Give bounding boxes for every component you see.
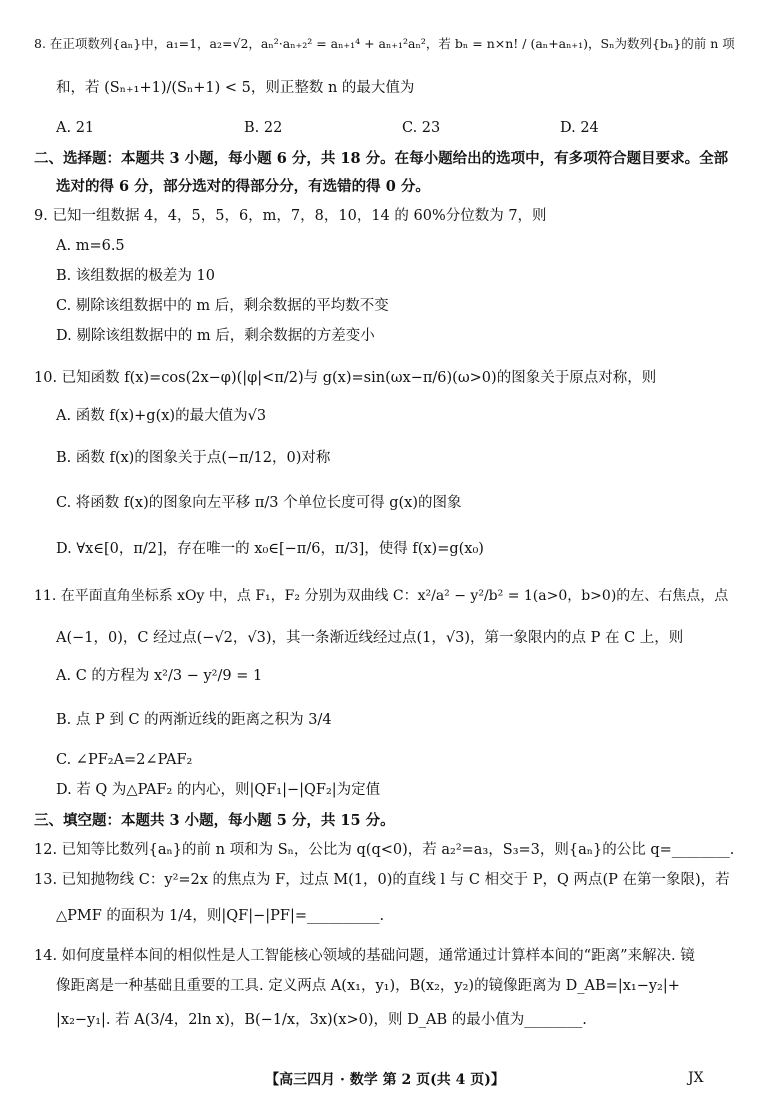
q9-option-d: D. 剔除该组数据中的 m 后，剩余数据的方差变小 xyxy=(56,328,375,344)
q10-option-c: C. 将函数 f(x)的图象向左平移 π/3 个单位长度可得 g(x)的图象 xyxy=(56,495,462,511)
q9-option-b: B. 该组数据的极差为 10 xyxy=(56,268,215,284)
q11-line1: 11. 在平面直角坐标系 xOy 中，点 F₁，F₂ 分别为双曲线 C：x²/a² − y²/b² = 1(a>0，b>0)的左、右焦点，点 xyxy=(34,588,729,604)
q8-line1: 8. 在正项数列{aₙ}中，a₁=1，a₂=√2，aₙ²·aₙ₊₂² = aₙ₊₁⁴ + aₙ₊₁²aₙ²，若 bₙ = n×n! / (aₙ+aₙ₊₁)，Sₙ为数列{bₙ}的前 n 项 xyxy=(34,36,735,51)
q14-line3: |x₂−y₁|. 若 A(3/4，2ln x)，B(−1/x，3x)(x>0)，则 D_AB 的最小值为________. xyxy=(56,1012,587,1028)
q8-option-b: B. 22 xyxy=(244,120,283,136)
q8-option-d: D. 24 xyxy=(560,120,599,136)
q10-option-d: D. ∀x∈[0，π/2]，存在唯一的 x₀∈[−π/6，π/3]，使得 f(x)=g(x₀) xyxy=(56,541,484,557)
q8-line2: 和，若 (Sₙ₊₁+1)/(Sₙ+1) < 5，则正整数 n 的最大值为 xyxy=(56,80,415,96)
q12-text: 12. 已知等比数列{aₙ}的前 n 项和为 Sₙ，公比为 q(q<0)，若 a₂²=a₃，S₃=3，则{aₙ}的公比 q=________. xyxy=(34,842,735,858)
q8-options xyxy=(0,120,770,140)
q13-line1: 13. 已知抛物线 C：y²=2x 的焦点为 F，过点 M(1，0)的直线 l 与 C 相交于 P，Q 两点(P 在第一象限)，若 xyxy=(34,872,730,888)
section2-heading-line1: 二、选择题：本题共 3 小题，每小题 6 分，共 18 分。在每小题给出的选项中，有多项符合题目要求。全部 xyxy=(34,150,729,167)
q8-option-a: A. 21 xyxy=(56,120,95,136)
section3-heading: 三、填空题：本题共 3 小题，每小题 5 分，共 15 分。 xyxy=(34,812,395,829)
q11-option-b: B. 点 P 到 C 的两渐近线的距离之积为 3/4 xyxy=(56,712,332,728)
q11-option-d: D. 若 Q 为△PAF₂ 的内心，则|QF₁|−|QF₂|为定值 xyxy=(56,782,381,798)
q14-line2: 像距离是一种基础且重要的工具. 定义两点 A(x₁，y₁)，B(x₂，y₂)的镜像距离为 D_AB=|x₁−y₂|+ xyxy=(56,978,680,994)
q9-option-c: C. 剔除该组数据中的 m 后，剩余数据的平均数不变 xyxy=(56,298,389,314)
q9-option-a: A. m=6.5 xyxy=(56,238,125,254)
q14-line1: 14. 如何度量样本间的相似性是人工智能核心领域的基础问题，通常通过计算样本间的“距离”来解决. 镜 xyxy=(34,948,695,964)
q10-option-a: A. 函数 f(x)+g(x)的最大值为√3 xyxy=(56,408,267,424)
q11-option-a: A. C 的方程为 x²/3 − y²/9 = 1 xyxy=(56,668,263,684)
q8-option-c: C. 23 xyxy=(402,120,441,136)
q10-stem: 10. 已知函数 f(x)=cos(2x−φ)(|φ|<π/2)与 g(x)=sin(ωx−π/6)(ω>0)的图象关于原点对称，则 xyxy=(34,370,657,386)
q13-line2: △PMF 的面积为 1/4，则|QF|−|PF|=__________. xyxy=(56,908,385,924)
section2-heading-line2: 选对的得 6 分，部分选对的得部分分，有选错的得 0 分。 xyxy=(56,178,430,195)
q9-stem: 9. 已知一组数据 4，4，5，5，6，m，7，8，10，14 的 60%分位数为 7，则 xyxy=(34,208,547,224)
page-footer: 【高三四月 · 数学 第 2 页(共 4 页)】 xyxy=(265,1072,505,1088)
q10-option-b: B. 函数 f(x)的图象关于点(−π/12，0)对称 xyxy=(56,450,331,466)
q11-option-c: C. ∠PF₂A=2∠PAF₂ xyxy=(56,752,193,768)
q11-line2: A(−1，0)，C 经过点(−√2，√3)，其一条渐近线经过点(1，√3)，第一象限内的点 P 在 C 上，则 xyxy=(56,630,684,646)
footer-tag: JX xyxy=(688,1070,704,1086)
